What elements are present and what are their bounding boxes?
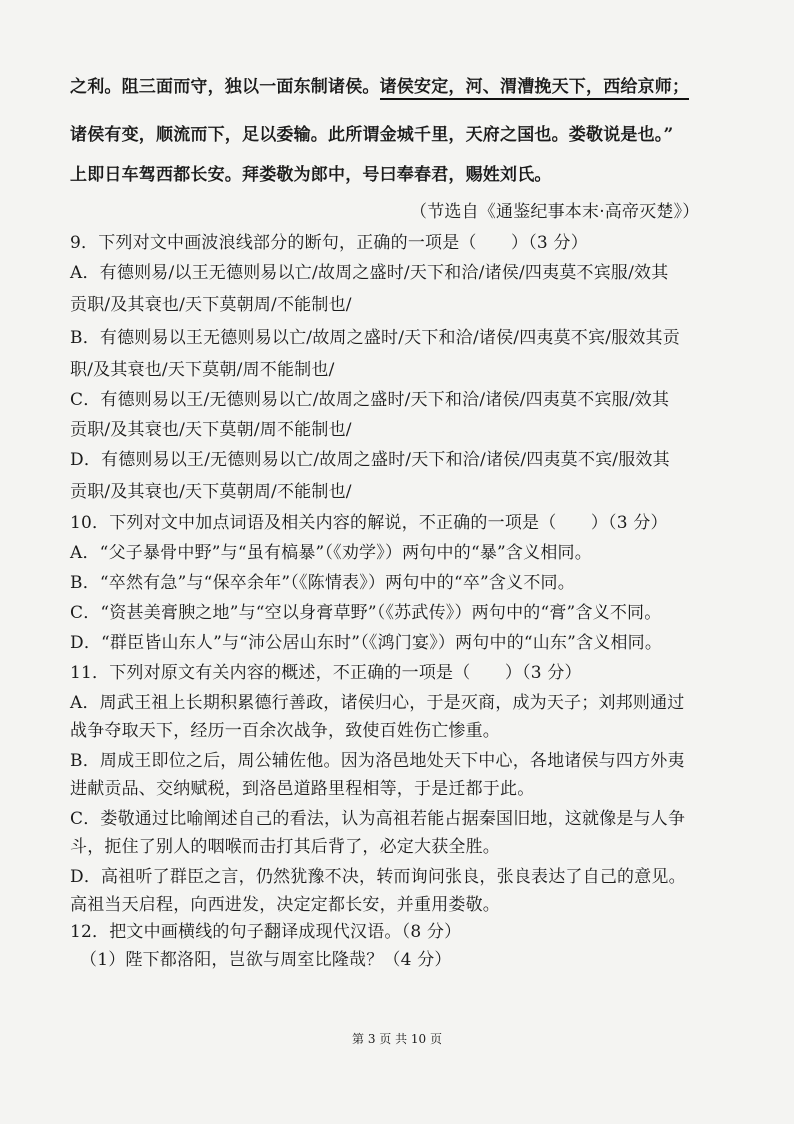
q11-option-b-line-1: B．周成王即位之后，周公辅佐他。因为洛邑地处天下中心，各地诸侯与四方外夷 [70, 751, 685, 771]
q11-stem: 11．下列对原文有关内容的概述，不正确的一项是（ ）（3 分） [70, 663, 582, 683]
q10-option-d: D．“群臣皆山东人”与“沛公居山东时”（《鸿门宴》）两句中的“山东”含义相同。 [70, 633, 663, 653]
q11-option-a-line-1: A．周武王祖上长期积累德行善政，诸侯归心，于是灭商，成为天子；刘邦则通过 [70, 693, 685, 713]
q9-option-a-line-2: 贡职/及其衰也/天下莫朝周/不能制也/ [70, 295, 352, 315]
q11-option-a-line-2: 战争夺取天下，经历一百余次战争，致使百姓伤亡惨重。 [70, 721, 500, 741]
q11-option-c-line-1: C．娄敬通过比喻阐述自己的看法，认为高祖若能占据秦国旧地，这就像是与人争 [70, 809, 686, 829]
q9-option-d-line-1: D．有德则易以王/无德则易以亡/故周之盛时/天下和洽/诸侯/四夷莫不宾/服效其 [70, 450, 670, 470]
q11-option-b-line-2: 进献贡品、交纳赋税，到洛邑道路里程相等，于是迁都于此。 [70, 779, 535, 799]
page-number-footer: 第 3 页 共 10 页 [352, 1032, 442, 1046]
passage-line-3: 上即日车驾西都长安。拜娄敬为郎中，号曰奉春君，赐姓刘氏。 [70, 165, 552, 185]
q11-option-d-line-1: D．高祖听了群臣之言，仍然犹豫不决，转而询问张良，张良表达了自己的意见。 [70, 867, 686, 887]
q9-option-c-line-1: C．有德则易以王/无德则易以亡/故周之盛时/天下和洽/诸侯/四夷莫不宾服/效其 [70, 390, 670, 410]
passage-source: （节选自《通鉴纪事本末·高帝灭楚》） [410, 202, 700, 222]
passage-line-2: 诸侯有变，顺流而下，足以委输。此所谓金城千里，天府之国也。娄敬说是也。” [70, 125, 674, 145]
q10-option-c: C．“资甚美膏腴之地”与“空以身膏草野”（《苏武传》）两句中的“膏”含义不同。 [70, 603, 662, 623]
passage-line-1-plain: 之利。阻三面而守，独以一面东制诸侯。 [70, 77, 380, 97]
q9-option-b-line-2: 职/及其衰也/天下莫朝/周不能制也/ [70, 360, 335, 380]
q12-sub-question-1: （1）陛下都洛阳，岂欲与周室比隆哉？（4 分） [80, 950, 452, 970]
passage-underlined-sentence: 诸侯安定，河、渭漕挽天下，西给京师； [380, 77, 690, 100]
q9-option-b-line-1: B．有德则易以王无德则易以亡/故周之盛时/天下和洽/诸侯/四夷莫不宾/服效其贡 [70, 328, 680, 348]
q9-option-d-line-2: 贡职/及其衰也/天下莫朝周/不能制也/ [70, 482, 352, 502]
q12-stem: 12．把文中画横线的句子翻译成现代汉语。（8 分） [70, 922, 462, 942]
q9-option-a-line-1: A．有德则易/以王无德则易以亡/故周之盛时/天下和洽/诸侯/四夷莫不宾服/效其 [70, 263, 669, 283]
q10-stem: 10．下列对文中加点词语及相关内容的解说，不正确的一项是（ ）（3 分） [70, 513, 668, 533]
q10-option-a: A．“父子暴骨中野”与“虽有槁暴”（《劝学》）两句中的“暴”含义相同。 [70, 543, 592, 563]
q11-option-d-line-2: 高祖当天启程，向西进发，决定定都长安，并重用娄敬。 [70, 895, 500, 915]
passage-line-1 [70, 72, 689, 97]
q9-option-c-line-2: 贡职/及其衰也/天下莫朝/周不能制也/ [70, 420, 352, 440]
q9-stem: 9．下列对文中画波浪线部分的断句，正确的一项是（ ）（3 分） [70, 233, 588, 253]
q11-option-c-line-2: 斗，扼住了别人的咽喉而击打其后背了，必定大获全胜。 [70, 837, 500, 857]
q10-option-b: B．“卒然有急”与“保卒余年”（《陈情表》）两句中的“卒”含义不同。 [70, 573, 575, 593]
